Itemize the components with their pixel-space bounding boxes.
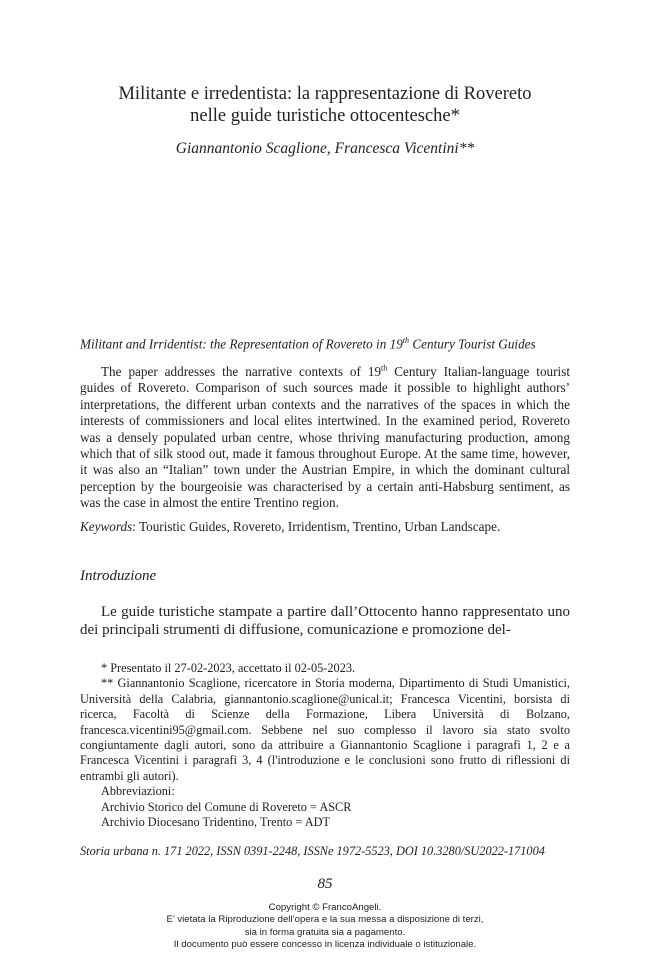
abstract-part-1: The paper addresses the narrative contexts of 19 bbox=[101, 364, 382, 379]
keywords-label: Keywords bbox=[80, 519, 133, 534]
copyright-line-1: Copyright © FrancoAngeli. bbox=[268, 902, 382, 913]
article-title-line-2: nelle guide turistiche ottocentesche* bbox=[190, 106, 460, 126]
article-title-line-1: Militante e irredentista: la rappresentazione di Rovereto bbox=[118, 84, 532, 104]
copyright-line-3: sia in forma gratuita sia a pagamento. bbox=[244, 926, 406, 938]
abstract bbox=[80, 364, 570, 512]
abbreviations-heading: Abbreviazioni: bbox=[101, 784, 175, 799]
article-title bbox=[80, 83, 570, 127]
copyright-line-4: Il documento può essere concesso in licenza individuale o istituzionale. bbox=[173, 939, 477, 951]
english-title bbox=[80, 336, 580, 352]
abbreviation-adt: Archivio Diocesano Tridentino, Trento = ADT bbox=[101, 815, 330, 830]
section-heading-introduzione: Introduzione bbox=[80, 568, 157, 584]
article-authors: Giannantonio Scaglione, Francesca Vicentini** bbox=[175, 140, 475, 157]
copyright-notice bbox=[0, 902, 650, 952]
footnote-1: * Presentato il 27-02-2023, accettato il 02-05-2023. bbox=[101, 661, 356, 675]
page-number: 85 bbox=[317, 876, 333, 892]
copyright-line-2: E’ vietata la Riproduzione dell’opera e la sua messa a disposizione di terzi, bbox=[166, 914, 484, 926]
footnotes bbox=[80, 661, 570, 830]
introduction-paragraph: Le guide turistiche stampate a partire dall’Ottocento hanno rappresentato uno dei principali strumenti di diffusione, comunicazione e promozione del- bbox=[80, 604, 570, 638]
keywords-list: : Touristic Guides, Rovereto, Irridentism, Trentino, Urban Landscape. bbox=[132, 519, 501, 534]
abstract-superscript: th bbox=[381, 363, 388, 373]
keywords bbox=[80, 519, 570, 535]
footnote-2: ** Giannantonio Scaglione, ricercatore in Storia moderna, Dipartimento di Studi Umanistici, Università della Calabria, giannantonio.scaglione@unical.it; Francesca Vicentini, borsista di ricerca, Facoltà di Scienze della Formazione, Libera Università di Bolzano, francesca.vicentini95@gmail.com. Sebbene nel suo complesso il lavoro sia stato svolto congiuntamente dagli autori, sono da attribuire a Giannantonio Scaglione i paragrafi 1, 2 e a Francesca Vicentini i paragrafi 3, 4 (l'introduzione e le conclusioni sono frutto di riflessioni di entrambi gli autori). bbox=[80, 676, 570, 783]
abbreviation-ascr: Archivio Storico del Comune di Rovereto = ASCR bbox=[101, 799, 352, 814]
abstract-part-2: Century Italian-language tourist guides of Rovereto. Comparison of such sources made it possible to highlight authors’ interpretations, the different urban contexts and the narratives of the spaces in which the interests of commissioners and local elites intertwined. In the examined period, Rovereto was a densely populated urban centre, whose thriving manufacturing production, among which that of silk stood out, made it famous throughout Europe. At the same time, however, it was also an “Italian” town under the Austrian Empire, in which the dominant cultural perception by the bourgeoisie was characterised by a certain anti-Habsburg sentiment, as was the case in almost the entire Trentino region. bbox=[80, 364, 570, 511]
english-title-text: Militant and Irridentist: the Representation of Rovereto in 19 bbox=[80, 336, 403, 352]
english-title-text-end: Century Tourist Guides bbox=[409, 336, 536, 352]
journal-citation: Storia urbana n. 171 2022, ISSN 0391-2248, ISSNe 1972-5523, DOI 10.3280/SU2022-171004 bbox=[80, 844, 545, 858]
english-title-superscript: th bbox=[402, 336, 410, 345]
